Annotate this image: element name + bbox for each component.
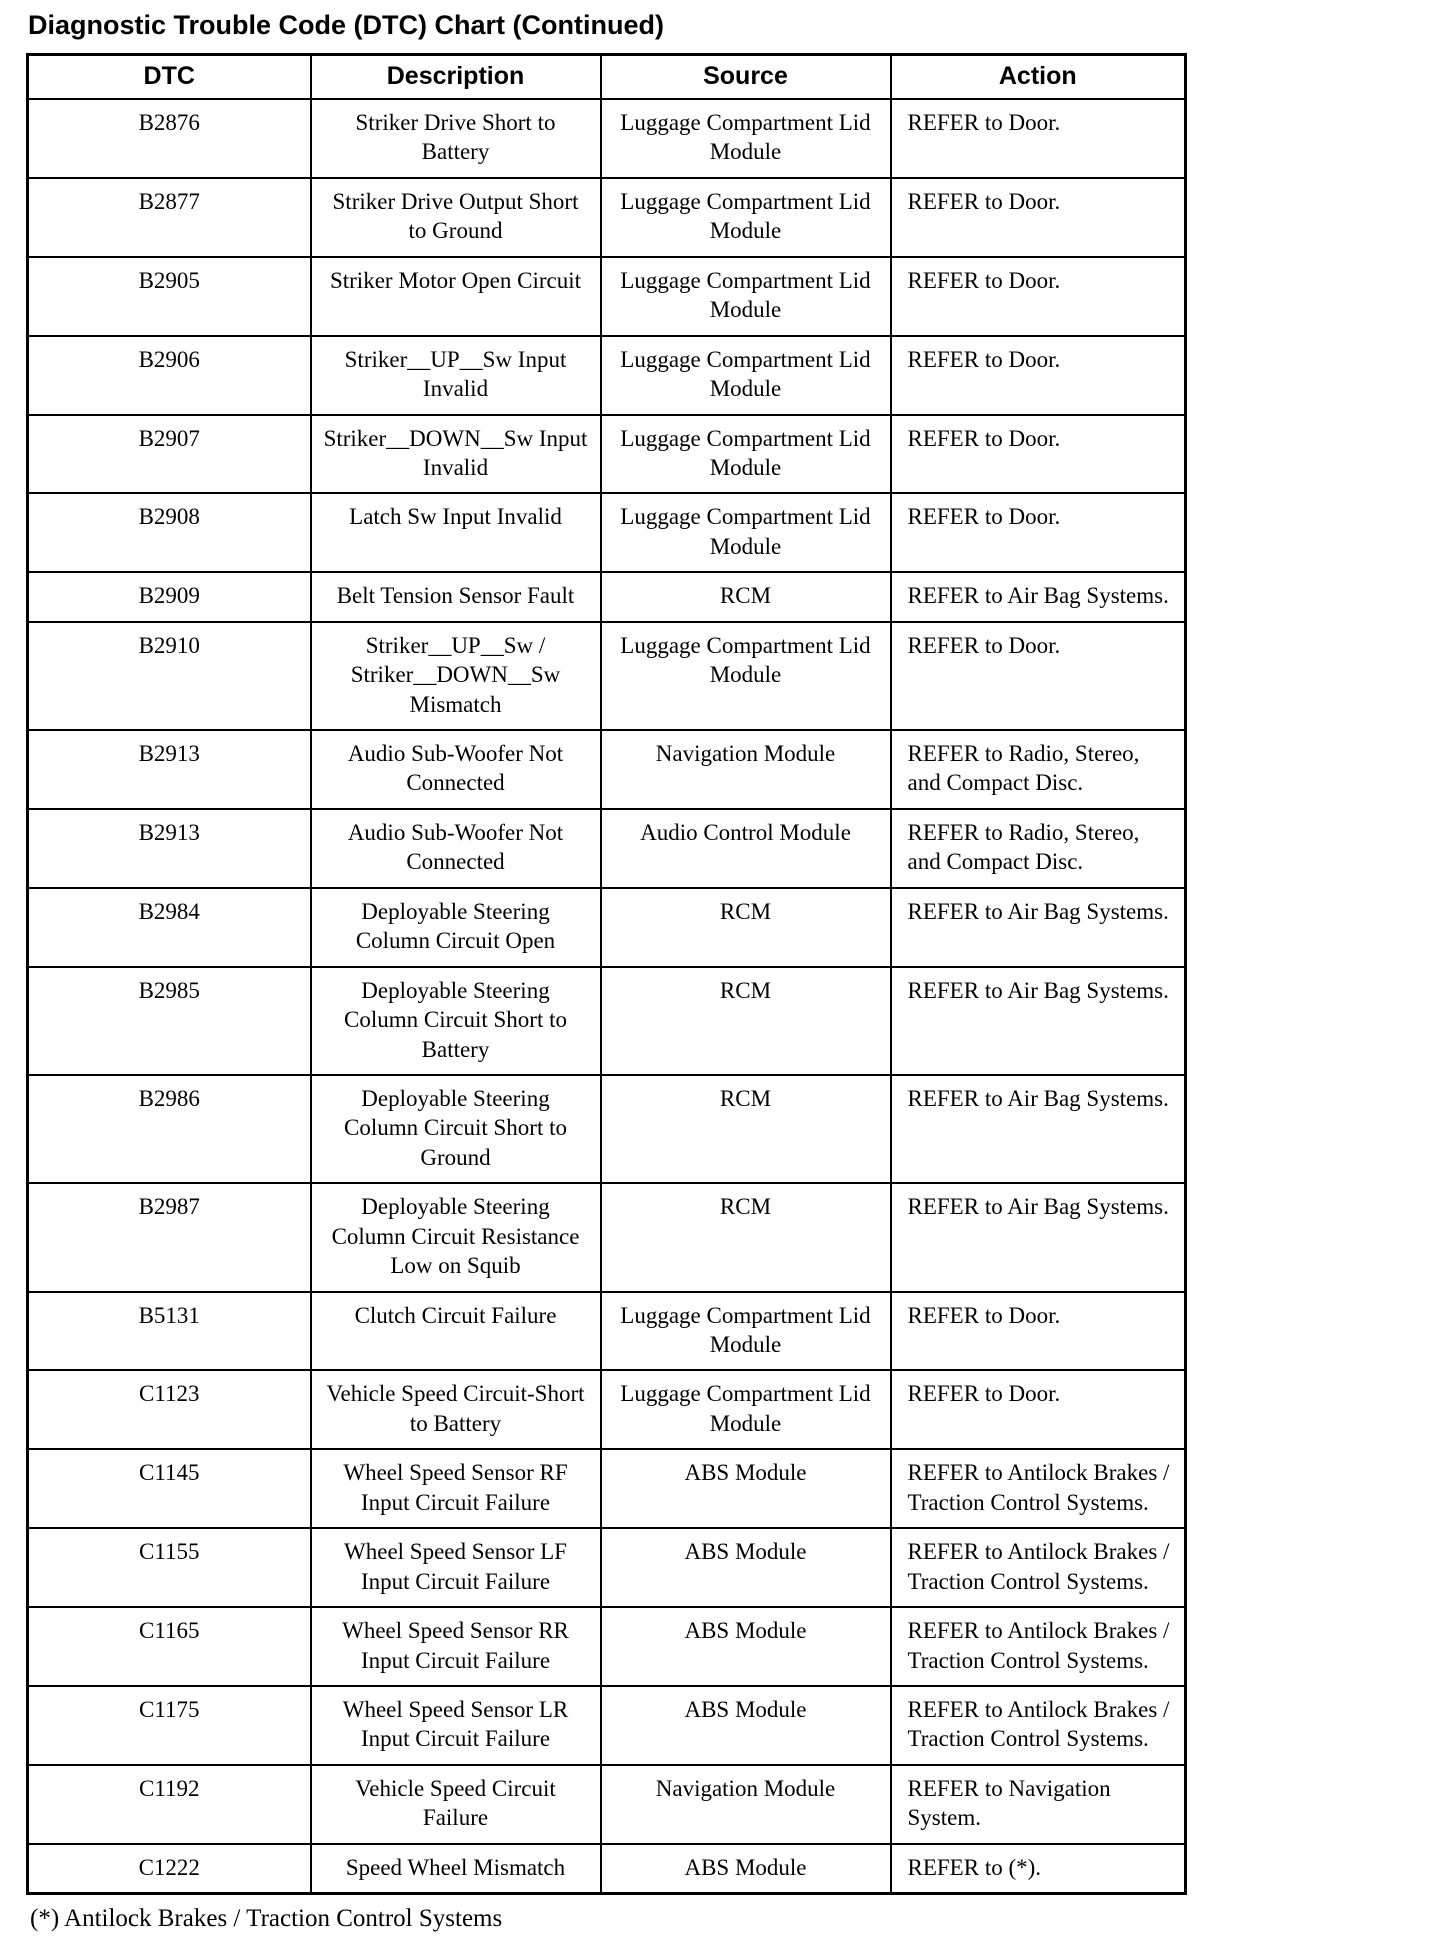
- cell-action: REFER to Door.: [891, 622, 1186, 730]
- cell-action: REFER to Antilock Brakes / Traction Control Systems.: [891, 1449, 1186, 1528]
- cell-dtc: B2908: [28, 493, 311, 572]
- cell-description: Wheel Speed Sensor LF Input Circuit Failure: [311, 1528, 601, 1607]
- cell-dtc: C1222: [28, 1844, 311, 1894]
- table-row: [28, 967, 1186, 1075]
- cell-description: Striker__UP__Sw / Striker__DOWN__Sw Mismatch: [311, 622, 601, 730]
- cell-description: Striker Drive Output Short to Ground: [311, 178, 601, 257]
- cell-description: Vehicle Speed Circuit-Short to Battery: [311, 1370, 601, 1449]
- cell-description: Striker Motor Open Circuit: [311, 257, 601, 336]
- cell-action: REFER to (*).: [891, 1844, 1186, 1894]
- cell-source: Navigation Module: [601, 730, 891, 809]
- table-row: [28, 178, 1186, 257]
- header-row: [28, 55, 1186, 100]
- cell-source: Luggage Compartment Lid Module: [601, 99, 891, 178]
- cell-dtc: B2984: [28, 888, 311, 967]
- table-row: [28, 1292, 1186, 1371]
- cell-source: RCM: [601, 888, 891, 967]
- column-header-description: Description: [311, 55, 601, 100]
- cell-dtc: C1175: [28, 1686, 311, 1765]
- cell-source: Audio Control Module: [601, 809, 891, 888]
- cell-description: Clutch Circuit Failure: [311, 1292, 601, 1371]
- cell-source: ABS Module: [601, 1686, 891, 1765]
- cell-action: REFER to Door.: [891, 1292, 1186, 1371]
- cell-dtc: B2987: [28, 1183, 311, 1291]
- cell-description: Vehicle Speed Circuit Failure: [311, 1765, 601, 1844]
- cell-description: Wheel Speed Sensor LR Input Circuit Failure: [311, 1686, 601, 1765]
- cell-action: REFER to Air Bag Systems.: [891, 1183, 1186, 1291]
- table-row: [28, 622, 1186, 730]
- cell-description: Deployable Steering Column Circuit Short to Battery: [311, 967, 601, 1075]
- table-row: [28, 1370, 1186, 1449]
- cell-description: Audio Sub-Woofer Not Connected: [311, 809, 601, 888]
- cell-dtc: B2909: [28, 572, 311, 621]
- column-header-action: Action: [891, 55, 1186, 100]
- cell-source: RCM: [601, 1183, 891, 1291]
- cell-action: REFER to Door.: [891, 257, 1186, 336]
- cell-dtc: C1145: [28, 1449, 311, 1528]
- cell-description: Deployable Steering Column Circuit Resistance Low on Squib: [311, 1183, 601, 1291]
- cell-dtc: B2905: [28, 257, 311, 336]
- cell-action: REFER to Door.: [891, 493, 1186, 572]
- cell-description: Latch Sw Input Invalid: [311, 493, 601, 572]
- cell-dtc: C1192: [28, 1765, 311, 1844]
- cell-source: Luggage Compartment Lid Module: [601, 493, 891, 572]
- cell-action: REFER to Radio, Stereo, and Compact Disc.: [891, 809, 1186, 888]
- cell-action: REFER to Door.: [891, 1370, 1186, 1449]
- table-row: [28, 730, 1186, 809]
- cell-source: Luggage Compartment Lid Module: [601, 1292, 891, 1371]
- table-row: [28, 257, 1186, 336]
- cell-dtc: C1123: [28, 1370, 311, 1449]
- cell-source: RCM: [601, 572, 891, 621]
- cell-action: REFER to Air Bag Systems.: [891, 572, 1186, 621]
- cell-dtc: B2913: [28, 730, 311, 809]
- table-row: [28, 1765, 1186, 1844]
- table-row: [28, 572, 1186, 621]
- table-row: [28, 1607, 1186, 1686]
- cell-description: Wheel Speed Sensor RR Input Circuit Failure: [311, 1607, 601, 1686]
- cell-dtc: B2907: [28, 415, 311, 494]
- dtc-table: [26, 53, 1187, 1895]
- cell-source: Luggage Compartment Lid Module: [601, 336, 891, 415]
- cell-description: Audio Sub-Woofer Not Connected: [311, 730, 601, 809]
- footnote: (*) Antilock Brakes / Traction Control Systems: [30, 1905, 503, 1933]
- table-row: [28, 415, 1186, 494]
- cell-action: REFER to Navigation System.: [891, 1765, 1186, 1844]
- cell-source: Luggage Compartment Lid Module: [601, 257, 891, 336]
- table-row: [28, 1528, 1186, 1607]
- cell-dtc: C1155: [28, 1528, 311, 1607]
- table-row: [28, 1686, 1186, 1765]
- table-row: [28, 336, 1186, 415]
- cell-action: REFER to Air Bag Systems.: [891, 888, 1186, 967]
- cell-dtc: B2910: [28, 622, 311, 730]
- table-row: [28, 1183, 1186, 1291]
- cell-action: REFER to Air Bag Systems.: [891, 1075, 1186, 1183]
- cell-action: REFER to Antilock Brakes / Traction Control Systems.: [891, 1686, 1186, 1765]
- cell-description: Striker__UP__Sw Input Invalid: [311, 336, 601, 415]
- cell-source: RCM: [601, 967, 891, 1075]
- cell-source: ABS Module: [601, 1844, 891, 1894]
- cell-source: Navigation Module: [601, 1765, 891, 1844]
- cell-source: ABS Module: [601, 1607, 891, 1686]
- cell-action: REFER to Antilock Brakes / Traction Control Systems.: [891, 1607, 1186, 1686]
- cell-description: Deployable Steering Column Circuit Short to Ground: [311, 1075, 601, 1183]
- cell-description: Striker__DOWN__Sw Input Invalid: [311, 415, 601, 494]
- cell-dtc: B2906: [28, 336, 311, 415]
- cell-action: REFER to Radio, Stereo, and Compact Disc.: [891, 730, 1186, 809]
- table-row: [28, 809, 1186, 888]
- cell-source: Luggage Compartment Lid Module: [601, 1370, 891, 1449]
- page-title: Diagnostic Trouble Code (DTC) Chart (Continued): [28, 10, 664, 40]
- table-row: [28, 1075, 1186, 1183]
- cell-description: Wheel Speed Sensor RF Input Circuit Failure: [311, 1449, 601, 1528]
- cell-source: ABS Module: [601, 1528, 891, 1607]
- cell-action: REFER to Door.: [891, 336, 1186, 415]
- table-row: [28, 888, 1186, 967]
- cell-dtc: B2985: [28, 967, 311, 1075]
- cell-action: REFER to Door.: [891, 178, 1186, 257]
- cell-source: RCM: [601, 1075, 891, 1183]
- table-header: [28, 55, 1186, 100]
- cell-description: Striker Drive Short to Battery: [311, 99, 601, 178]
- table-row: [28, 1449, 1186, 1528]
- cell-dtc: C1165: [28, 1607, 311, 1686]
- cell-source: Luggage Compartment Lid Module: [601, 415, 891, 494]
- column-header-dtc: DTC: [28, 55, 311, 100]
- cell-description: Belt Tension Sensor Fault: [311, 572, 601, 621]
- cell-action: REFER to Air Bag Systems.: [891, 967, 1186, 1075]
- cell-action: REFER to Antilock Brakes / Traction Control Systems.: [891, 1528, 1186, 1607]
- cell-dtc: B2913: [28, 809, 311, 888]
- cell-description: Deployable Steering Column Circuit Open: [311, 888, 601, 967]
- cell-action: REFER to Door.: [891, 415, 1186, 494]
- column-header-source: Source: [601, 55, 891, 100]
- table-body: [28, 99, 1186, 1894]
- cell-source: Luggage Compartment Lid Module: [601, 178, 891, 257]
- cell-source: ABS Module: [601, 1449, 891, 1528]
- table-row: [28, 99, 1186, 178]
- cell-dtc: B2877: [28, 178, 311, 257]
- cell-action: REFER to Door.: [891, 99, 1186, 178]
- cell-description: Speed Wheel Mismatch: [311, 1844, 601, 1894]
- cell-source: Luggage Compartment Lid Module: [601, 622, 891, 730]
- table-row: [28, 1844, 1186, 1894]
- cell-dtc: B5131: [28, 1292, 311, 1371]
- cell-dtc: B2986: [28, 1075, 311, 1183]
- table-row: [28, 493, 1186, 572]
- cell-dtc: B2876: [28, 99, 311, 178]
